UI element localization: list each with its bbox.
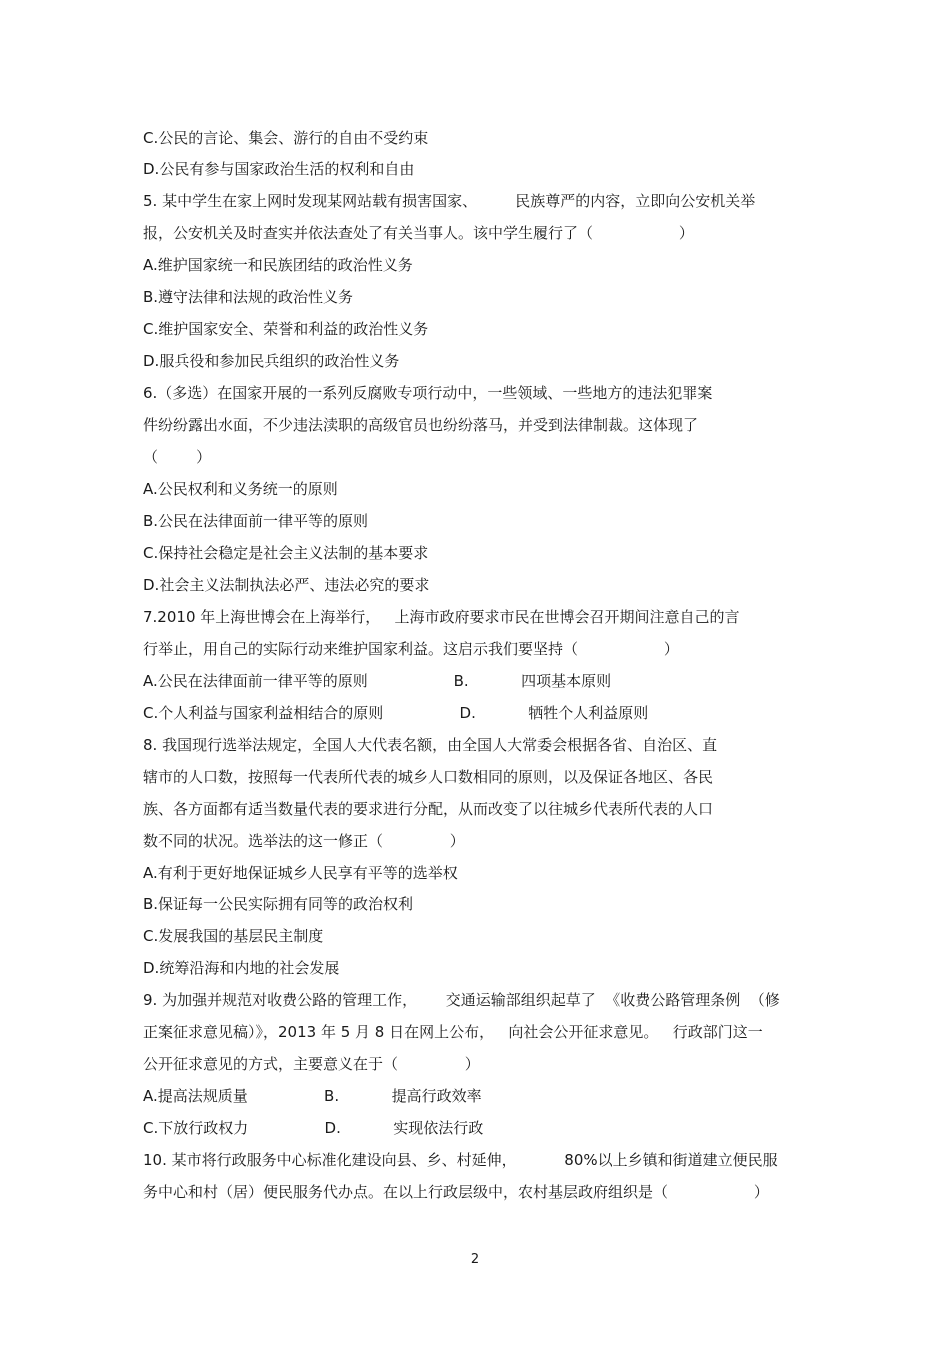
text-line: A.有利于更好地保证城乡人民享有平等的选举权: [143, 864, 458, 882]
text-line: A.维护国家统一和民族团结的政治性义务: [143, 256, 413, 274]
text-line: 报，公安机关及时查实并依法查处了有关当事人。该中学生履行了（ ）: [143, 224, 694, 242]
text-line: D.统筹沿海和内地的社会发展: [143, 959, 340, 977]
text-line: 9. 为加强并规范对收费公路的管理工作， 交通运输部组织起草了 《收费公路管理条例 （修: [143, 991, 780, 1009]
text-line: （ ）: [143, 448, 212, 466]
text-line: A.公民在法律面前一律平等的原则 B. 四项基本原则: [143, 672, 612, 690]
text-line: 务中心和村（居）便民服务代办点。在以上行政层级中，农村基层政府组织是（ ）: [143, 1183, 769, 1201]
text-line: 数不同的状况。选举法的这一修正（ ）: [143, 832, 465, 850]
text-line: D.服兵役和参加民兵组织的政治性义务: [143, 352, 400, 370]
text-line: 行举止，用自己的实际行动来维护国家利益。这启示我们要坚持（ ）: [143, 640, 679, 658]
text-line: C.个人利益与国家利益相结合的原则 D. 牺牲个人利益原则: [143, 704, 649, 722]
text-line: C.公民的言论、集会、游行的自由不受约束: [143, 129, 429, 147]
text-line: D.社会主义法制执法必严、违法必究的要求: [143, 576, 430, 594]
text-line: 公开征求意见的方式，主要意义在于（ ）: [143, 1055, 480, 1073]
text-line: 件纷纷露出水面，不少违法渎职的高级官员也纷纷落马，并受到法律制裁。这体现了: [143, 416, 699, 434]
text-line: C.发展我国的基层民主制度: [143, 927, 324, 945]
text-line: B.遵守法律和法规的政治性义务: [143, 288, 354, 306]
text-line: C.维护国家安全、荣誉和利益的政治性义务: [143, 320, 429, 338]
text-line: 族、各方面都有适当数量代表的要求进行分配，从而改变了以往城乡代表所代表的人口: [143, 800, 714, 818]
text-line: D.公民有参与国家政治生活的权利和自由: [143, 160, 415, 178]
text-line: 8. 我国现行选举法规定，全国人大代表名额，由全国人大常委会根据各省、自治区、直: [143, 736, 718, 754]
text-line: 5. 某中学生在家上网时发现某网站载有损害国家、 民族尊严的内容，立即向公安机关举: [143, 192, 756, 210]
text-line: A.提高法规质量 B. 提高行政效率: [143, 1087, 482, 1105]
text-line: 6.（多选）在国家开展的一系列反腐败专项行动中，一些领域、一些地方的违法犯罪案: [143, 384, 713, 402]
text-line: 辖市的人口数，按照每一代表所代表的城乡人口数相同的原则，以及保证各地区、各民: [143, 768, 714, 786]
text-line: 7.2010 年上海世博会在上海举行， 上海市政府要求市民在世博会召开期间注意自己的言: [143, 608, 740, 626]
text-line: B.保证每一公民实际拥有同等的政治权利: [143, 895, 414, 913]
page-number: 2: [470, 1252, 480, 1267]
text-line: 10. 某市将行政服务中心标准化建设向县、乡、村延伸， 80%以上乡镇和街道建立便民服: [143, 1151, 778, 1169]
text-line: B.公民在法律面前一律平等的原则: [143, 512, 369, 530]
text-line: A.公民权利和义务统一的原则: [143, 480, 338, 498]
text-line: C.下放行政权力 D. 实现依法行政: [143, 1119, 484, 1137]
text-line: C.保持社会稳定是社会主义法制的基本要求: [143, 544, 429, 562]
text-line: 正案征求意见稿）》，2013 年 5 月 8 日在网上公布， 向社会公开征求意见。 行政部门这一: [143, 1023, 763, 1041]
